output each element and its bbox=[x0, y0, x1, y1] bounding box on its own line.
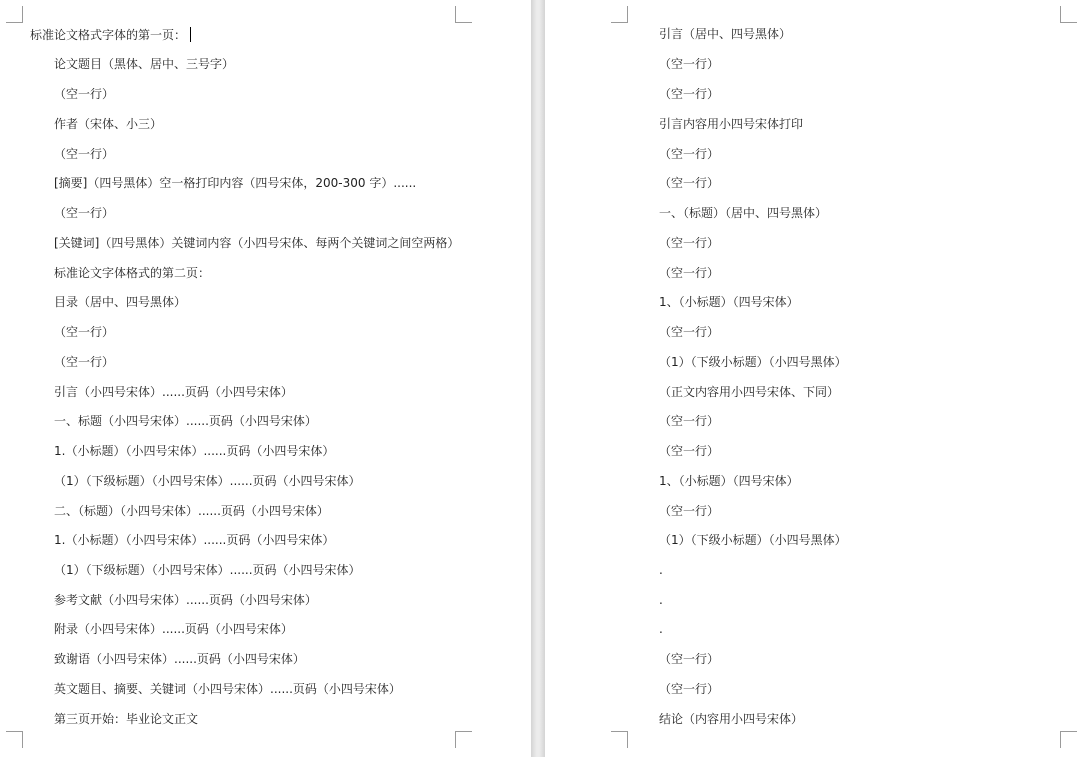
text-line[interactable]: （正文内容用小四号宋体、下同） bbox=[659, 385, 840, 399]
crop-corner-mark-icon bbox=[6, 731, 23, 748]
text-line[interactable]: （空一行） bbox=[659, 236, 720, 250]
text-cursor-icon bbox=[190, 27, 191, 42]
text-line[interactable]: . bbox=[659, 593, 663, 607]
text-line[interactable]: 第三页开始：毕业论文正文 bbox=[54, 712, 199, 726]
text-line[interactable]: （空一行） bbox=[659, 87, 720, 101]
text-line[interactable]: （空一行） bbox=[659, 325, 720, 339]
text-line[interactable]: [摘要]（四号黑体）空一格打印内容（四号宋体，200-300 字）...... bbox=[54, 176, 417, 190]
crop-corner-mark-icon bbox=[1060, 731, 1077, 748]
crop-corner-mark-icon bbox=[455, 731, 472, 748]
text-line[interactable]: [关键词]（四号黑体）关键词内容（小四号宋体、每两个关键词之间空两格） bbox=[54, 236, 460, 250]
crop-corner-mark-icon bbox=[1060, 6, 1077, 23]
text-line[interactable]: （空一行） bbox=[659, 57, 720, 71]
text-line[interactable]: （空一行） bbox=[54, 355, 115, 369]
text-line[interactable]: （1）（下级标题）（小四号宋体）......页码（小四号宋体） bbox=[54, 563, 361, 577]
page-gap bbox=[531, 0, 545, 757]
text-line[interactable]: 引言（小四号宋体）......页码（小四号宋体） bbox=[54, 385, 293, 399]
text-line[interactable]: 一、标题（小四号宋体）......页码（小四号宋体） bbox=[54, 414, 317, 428]
text-line[interactable]: 一、（标题）（居中、四号黑体） bbox=[659, 206, 828, 220]
text-line[interactable]: （空一行） bbox=[54, 325, 115, 339]
document-page-left[interactable] bbox=[0, 0, 531, 757]
crop-corner-mark-icon bbox=[611, 731, 628, 748]
text-line[interactable]: （空一行） bbox=[659, 414, 720, 428]
crop-corner-mark-icon bbox=[611, 6, 628, 23]
text-line[interactable]: （空一行） bbox=[659, 682, 720, 696]
text-line[interactable]: 作者（宋体、小三） bbox=[54, 117, 163, 131]
document-page-right[interactable] bbox=[545, 0, 1080, 757]
text-line[interactable]: （空一行） bbox=[659, 652, 720, 666]
text-line[interactable]: （1）（下级标题）（小四号宋体）......页码（小四号宋体） bbox=[54, 474, 361, 488]
text-line[interactable]: 1.（小标题）（小四号宋体）......页码（小四号宋体） bbox=[54, 533, 335, 547]
text-line[interactable]: . bbox=[659, 563, 663, 577]
text-line[interactable]: （1）（下级小标题）（小四号黑体） bbox=[659, 533, 847, 547]
text-line[interactable]: （空一行） bbox=[54, 147, 115, 161]
text-line[interactable]: 二、（标题）（小四号宋体）......页码（小四号宋体） bbox=[54, 504, 329, 518]
text-line[interactable]: 引言（居中、四号黑体） bbox=[659, 27, 792, 41]
text-line[interactable]: 目录（居中、四号黑体） bbox=[54, 295, 187, 309]
crop-corner-mark-icon bbox=[6, 6, 23, 23]
text-line[interactable]: 结论（内容用小四号宋体） bbox=[659, 712, 804, 726]
text-line[interactable]: （空一行） bbox=[659, 147, 720, 161]
text-line[interactable]: （空一行） bbox=[659, 176, 720, 190]
text-line[interactable]: 附录（小四号宋体）......页码（小四号宋体） bbox=[54, 622, 293, 636]
text-line[interactable]: 论文题目（黑体、居中、三号字） bbox=[54, 57, 235, 71]
text-line[interactable]: 致谢语（小四号宋体）......页码（小四号宋体） bbox=[54, 652, 305, 666]
page-title-line[interactable]: 标准论文格式字体的第一页： bbox=[30, 27, 191, 42]
text-line[interactable]: 英文题目、摘要、关键词（小四号宋体）......页码（小四号宋体） bbox=[54, 682, 401, 696]
text-line[interactable]: （空一行） bbox=[54, 206, 115, 220]
text-line[interactable]: 标准论文字体格式的第二页： bbox=[54, 266, 211, 280]
text-line[interactable]: 1、（小标题）（四号宋体） bbox=[659, 474, 799, 488]
text-line[interactable]: （空一行） bbox=[659, 444, 720, 458]
text-line[interactable]: 引言内容用小四号宋体打印 bbox=[659, 117, 804, 131]
text-line[interactable]: （空一行） bbox=[659, 504, 720, 518]
text-line[interactable]: （空一行） bbox=[659, 266, 720, 280]
text-line[interactable]: 1.（小标题）（小四号宋体）......页码（小四号宋体） bbox=[54, 444, 335, 458]
text-line[interactable]: . bbox=[659, 622, 663, 636]
text-line[interactable]: （空一行） bbox=[54, 87, 115, 101]
text-line[interactable]: （1）（下级小标题）（小四号黑体） bbox=[659, 355, 847, 369]
crop-corner-mark-icon bbox=[455, 6, 472, 23]
text-line[interactable]: 参考文献（小四号宋体）......页码（小四号宋体） bbox=[54, 593, 317, 607]
text-line[interactable]: 1、（小标题）（四号宋体） bbox=[659, 295, 799, 309]
